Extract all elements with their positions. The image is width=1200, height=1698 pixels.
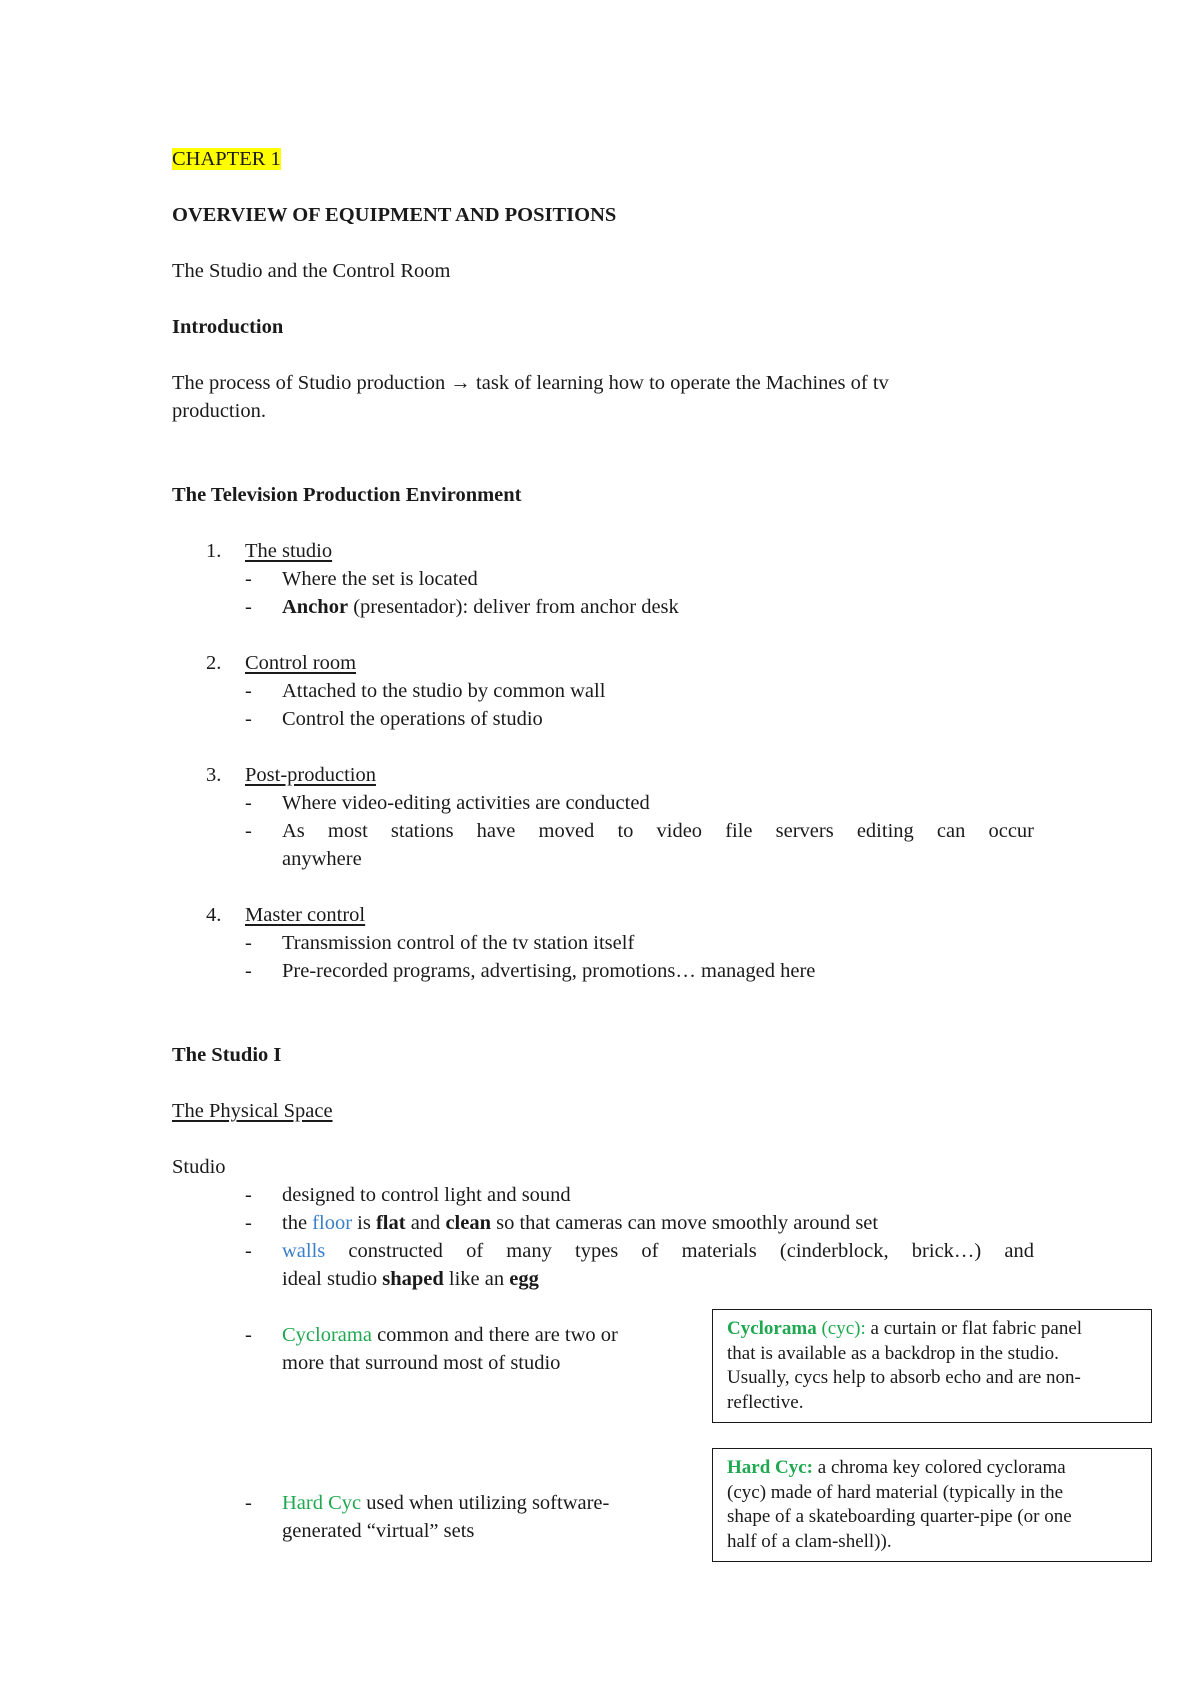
term-clean: clean — [445, 1212, 491, 1234]
text-run: a curtain or flat fabric panel — [865, 1318, 1083, 1339]
bullet-dash: - — [245, 708, 252, 730]
chapter-label — [172, 145, 281, 173]
bullet-dash: - — [245, 820, 252, 842]
box-term: Hard Cyc: — [727, 1457, 814, 1478]
introduction-line-2: production. — [172, 400, 266, 422]
bullet-dash: - — [245, 1240, 252, 1262]
intro-text-b: task of learning how to operate the Machines of tv — [470, 372, 889, 394]
bullet-dash: - — [245, 1212, 252, 1234]
term-hard-cyc: Hard Cyc — [282, 1492, 362, 1514]
list-number: 3. — [206, 764, 222, 786]
text-run: common and there are two or — [371, 1324, 618, 1346]
term-shaped: shaped — [382, 1268, 444, 1290]
bullet-text: Attached to the studio by common wall — [282, 680, 606, 702]
list-number: 4. — [206, 904, 222, 926]
introduction-heading: Introduction — [172, 316, 284, 338]
list-item-label: Post-production — [245, 764, 376, 786]
text-run: ideal studio — [282, 1268, 383, 1290]
hard-cyc-definition-box — [712, 1448, 1152, 1562]
bullet-text-continued: anywhere — [282, 848, 362, 870]
studio-label: Studio — [172, 1156, 226, 1178]
box-line: reflective. — [727, 1391, 804, 1413]
bullet-text: designed to control light and sound — [282, 1184, 571, 1206]
list-number: 2. — [206, 652, 222, 674]
bullet-dash: - — [245, 960, 252, 982]
text-run: constructed of many types of materials (cinderblock, brick…) and — [325, 1240, 1034, 1262]
studio-heading: The Studio I — [172, 1044, 282, 1066]
bullet-text-continued: more that surround most of studio — [282, 1352, 561, 1374]
list-item-label: The studio — [245, 540, 333, 562]
bullet-text — [282, 593, 679, 621]
introduction-line-1 — [172, 369, 889, 397]
list-item-label: Master control — [245, 904, 366, 926]
term-flat: flat — [375, 1212, 406, 1234]
box-line: shape of a skateboarding quarter-pipe (or one — [727, 1506, 1072, 1527]
text-run: the — [282, 1212, 313, 1234]
box-abbr: (cyc): — [816, 1318, 866, 1339]
term-floor: floor — [312, 1212, 353, 1234]
bullet-dash: - — [245, 792, 252, 814]
box-term: Cyclorama — [727, 1318, 817, 1339]
bullet-text — [282, 1237, 1034, 1265]
box-line — [727, 1317, 1137, 1342]
bullet-text — [282, 1209, 878, 1237]
box-line: Usually, cycs help to absorb echo and are non- — [727, 1367, 1081, 1388]
box-line: that is available as a backdrop in the studio. — [727, 1342, 1059, 1364]
list-number: 1. — [206, 540, 222, 562]
text-run: like an — [443, 1268, 510, 1290]
text-run: a chroma key colored cyclorama — [813, 1457, 1066, 1478]
bullet-dash: - — [245, 1324, 252, 1346]
bullet-text: Where the set is located — [282, 568, 478, 590]
box-line: half of a clam-shell)). — [727, 1530, 892, 1552]
bullet-text — [282, 1321, 618, 1349]
bullet-text: Pre-recorded programs, advertising, promotions… managed here — [282, 960, 816, 982]
box-line — [727, 1456, 1137, 1481]
anchor-desc: (presentador): deliver from anchor desk — [348, 596, 679, 618]
term-walls: walls — [282, 1240, 326, 1262]
bullet-dash: - — [245, 568, 252, 590]
bullet-text-continued: generated “virtual” sets — [282, 1520, 475, 1542]
box-line: (cyc) made of hard material (typically in the — [727, 1481, 1064, 1503]
document-title: OVERVIEW OF EQUIPMENT AND POSITIONS — [172, 204, 617, 226]
bullet-text: As most stations have moved to video file servers editing can occur — [282, 820, 1034, 842]
text-run: and — [405, 1212, 446, 1234]
text-run: so that cameras can move smoothly around set — [490, 1212, 879, 1234]
bullet-dash: - — [245, 1184, 252, 1206]
environment-heading: The Television Production Environment — [172, 484, 522, 506]
bullet-dash: - — [245, 932, 252, 954]
cyclorama-definition-box — [712, 1309, 1152, 1423]
term-cyclorama: Cyclorama — [282, 1324, 372, 1346]
text-run: is — [352, 1212, 376, 1234]
bullet-text — [282, 1489, 609, 1517]
bullet-text: Where video-editing activities are conducted — [282, 792, 650, 814]
chapter-highlight: CHAPTER 1 — [172, 148, 281, 170]
list-item-label: Control room — [245, 652, 357, 674]
bullet-dash: - — [245, 680, 252, 702]
bullet-text: Transmission control of the tv station itself — [282, 932, 635, 954]
physical-space-heading: The Physical Space — [172, 1100, 333, 1122]
bullet-text: Control the operations of studio — [282, 708, 543, 730]
arrow-right-icon: → — [450, 372, 471, 394]
bullet-text-continued — [282, 1265, 539, 1293]
document-subtitle: The Studio and the Control Room — [172, 260, 451, 282]
term-egg: egg — [509, 1268, 539, 1290]
intro-text-a: The process of Studio production — [172, 372, 451, 394]
bullet-dash: - — [245, 1492, 252, 1514]
bullet-dash: - — [245, 596, 252, 618]
text-run: used when utilizing software- — [361, 1492, 610, 1514]
anchor-term: Anchor — [282, 596, 349, 618]
